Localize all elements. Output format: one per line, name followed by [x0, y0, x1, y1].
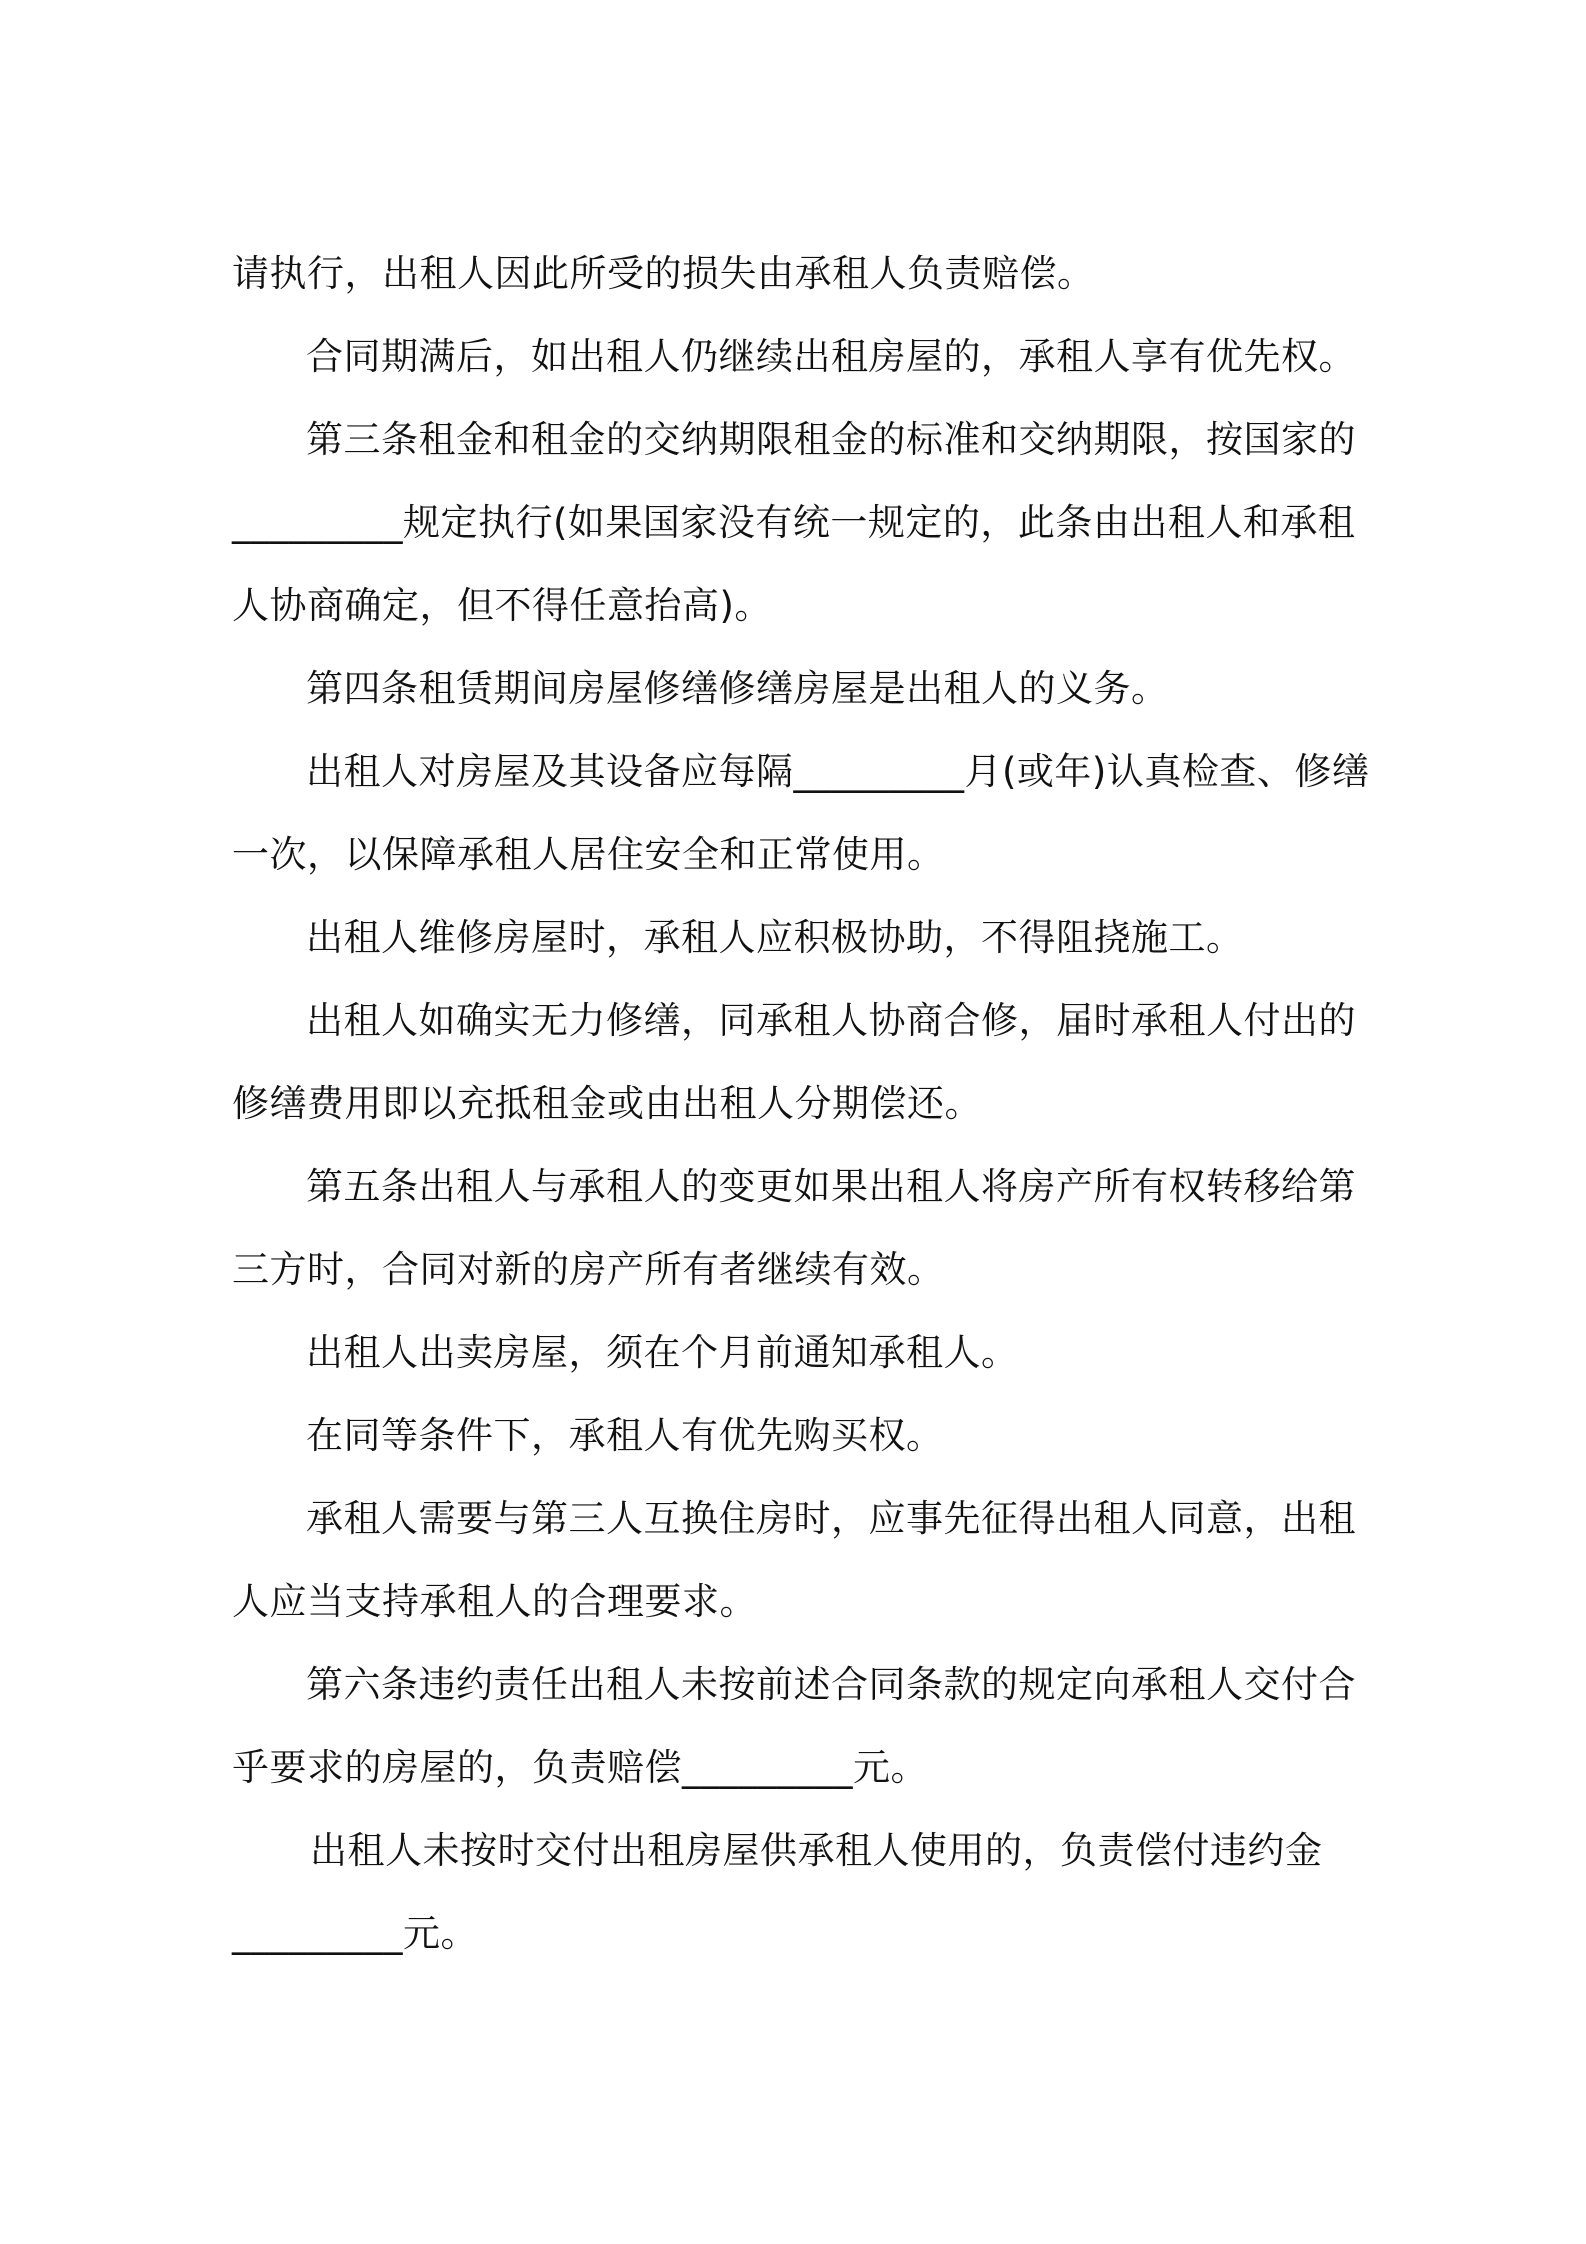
- text-line: 修缮费用即以充抵租金或由出租人分期偿还。: [232, 1082, 982, 1125]
- text-line: 出租人维修房屋时，承租人应积极协助，不得阻挠施工。: [306, 916, 1244, 959]
- text-line: 出租人对房屋及其设备应每隔_________月(或年)认真检查、修缮: [306, 750, 1370, 793]
- text-line: _________规定执行(如果国家没有统一规定的，此条由出租人和承租: [232, 501, 1356, 544]
- text-line: 第六条违约责任出租人未按前述合同条款的规定向承租人交付合: [306, 1663, 1356, 1706]
- text-line: 在同等条件下，承租人有优先购买权。: [306, 1414, 944, 1457]
- text-line: 人协商确定，但不得任意抬高)。: [232, 584, 772, 627]
- text-line: 出租人如确实无力修缮，同承租人协商合修，届时承租人付出的: [306, 999, 1356, 1042]
- text-line: 一次，以保障承租人居住安全和正常使用。: [232, 833, 945, 876]
- contract-text-body: [232, 232, 1370, 1975]
- text-line: 出租人未按时交付出租房屋供承租人使用的，负责偿付违约金: [310, 1829, 1323, 1872]
- text-line: 第四条租赁期间房屋修缮修缮房屋是出租人的义务。: [306, 667, 1169, 710]
- text-line: 出租人出卖房屋，须在个月前通知承租人。: [306, 1331, 1019, 1374]
- text-line: 承租人需要与第三人互换住房时，应事先征得出租人同意，出租: [306, 1497, 1356, 1540]
- text-line: _________元。: [232, 1912, 478, 1955]
- text-line: 请执行，出租人因此所受的损失由承租人负责赔偿。: [232, 252, 1095, 295]
- text-line: 第五条出租人与承租人的变更如果出租人将房产所有权转移给第: [306, 1165, 1356, 1208]
- text-line: 乎要求的房屋的，负责赔偿_________元。: [232, 1746, 928, 1789]
- text-line: 三方时，合同对新的房产所有者继续有效。: [232, 1248, 945, 1291]
- text-line: 人应当支持承租人的合理要求。: [232, 1580, 757, 1623]
- text-line: 第三条租金和租金的交纳期限租金的标准和交纳期限，按国家的: [306, 418, 1356, 461]
- text-line: 合同期满后，如出租人仍继续出租房屋的，承租人享有优先权。: [306, 335, 1356, 378]
